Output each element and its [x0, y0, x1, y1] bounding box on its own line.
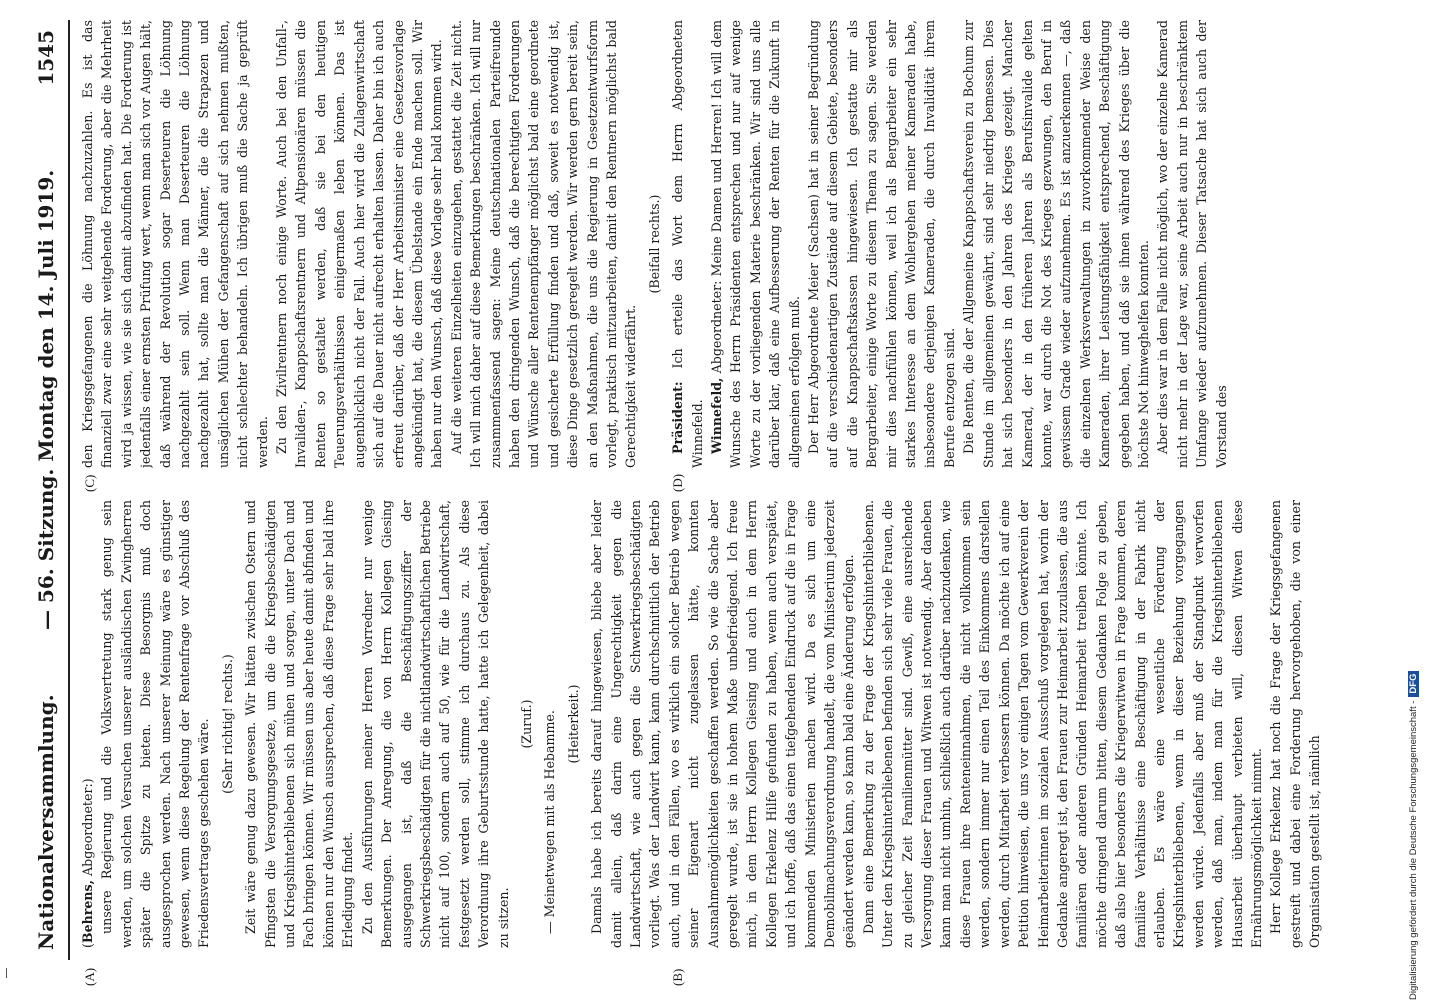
paragraph: — Meinetwegen mit als Hebamme.: [542, 710, 558, 934]
margin-marker-a: (A): [82, 967, 97, 986]
speaker-name: Winnefeld,: [709, 377, 724, 454]
digitization-credit: [1406, 20, 1428, 1000]
funding-note: Digitalisierung gefördert durch die Deutsche Forschungsgemeinschaft -: [1408, 700, 1419, 1000]
right-text-column: [78, 20, 1348, 468]
speaker-role: Abgeordneter:): [80, 778, 95, 876]
interjection: (Zuruf.): [518, 699, 534, 749]
paragraph: den Kriegsgefangenen die Löhnung nachzuzahlen. Es ist das finanziell zwar eine sehr weitgehende Forderung, aber die Mehrheit wird ja wissen, wie sie sich damit abzufinden hat. Die Forderung ist jedenfalls einer ernsten Prüfung wert, wenn man sich vor Augen hält, daß während der Revolution sogar Deserteuren die Löhnung nachgezahlt sein soll. Wenn man Deserteuren die Löhnung nachgezahlt hat, sollte man die Männer, die die Strapazen und unsäglichen Mühen der Gefangenschaft auf sich nehmen mußten, nicht schlechter behandeln. Ich übrigen muß die Sache ja geprüft werden.: [80, 20, 270, 468]
president-label: Präsident:: [670, 381, 686, 454]
speaker-name: Behrens,: [80, 879, 95, 944]
paragraph: Die Renten, die der Allgemeine Knappschaftsverein zu Bochum zur Stunde im allgemeinen gewährt, sind sehr niedrig bemessen. Dies hat sich besonders in den Jahren des Krieges gezeigt. Mancher Kamerad, der in den früheren Jahren als Berufsinvalide gelten konnte, war durch die Not des Krieges gezwungen, den Beruf in gewissem Grade wieder aufzunehmen. Es ist anzuerkennen —, daß die einzelnen Werksverwaltungen in zuvorkommender Weise den Kameraden, ihrer Leistungsfähigkeit entsprechend, Beschäftigung gegeben haben, und daß sie ihnen während des Krieges über die höchste Not hinweghelfen konnten.: [961, 20, 1151, 468]
left-text-column: (Behrens, Abgeordneter:) unsere Regierung und die Volksvertretung stark genug sein werden, um solchen Versuchen unserer ausländischen Zwingherren später die Spitze zu bieten. Diese Besorgnis muß doch ausgesprochen werden. Nach unserer Meinung wäre es günstiger gewesen, wenn diese Regelung der Rentenfrage vor Abschluß des Friedensvertrages geschehen wäre. (Sehr richtig! rechts.) Zeit wäre genug dazu gewesen. Wir hätten zwischen Ostern und Pfingsten die Versorgungsgesetze, um die die Kriegsbeschädigten und Kriegshinterbliebenen sich mühen und sorgen, unter Dach und Fach bringen können. Wir müssen uns aber heute damit abfinden und können nur den Wunsch aussprechen, daß diese Frage sehr bald ihre Erledigung findet. Zu den Ausführungen meiner Herren Vorredner nur wenige Bemerkungen. Der Anregung, die von Herrn Kollegen Giesing ausgegangen ist, daß die Beschäftigungsziffer der Schwerkriegsbeschädigten für die nichtlandwirtschaftlichen Betriebe nicht auf 100, sondern auch auf 50, wie für die Landwirtschaft, festgesetzt werden soll, stimme ich durchaus zu. Als diese Verordnung ihre Geburtsstunde hatte, hatte ich Gelegenheit, dabei zu sitzen. (Zuruf.) — Meinetwegen mit als Hebamme. (Heiterkeit.) Damals habe ich bereits darauf hingewiesen, bliebe aber leider damit allein, daß darin eine Ungerechtigkeit gegen die Landwirtschaft, wie auch gegen die Schwerkriegsbeschädigten vorliegt. Was der Landwirt kann, kann durchschnittlich der Betrieb auch, und in den Fällen, wo es wirklich ein solcher Betrieb wegen seiner Eigenart nicht zugelassen hätte, konnten Ausnahmemöglichkeiten geschaffen werden. So wie die Sache aber geregelt wurde, ist sie in hohem Maße unbefriedigend. Ich freue mich, in dem Herrn Kollegen Giesing und auch in dem Herrn Kollegen Erkelenz Hilfe gefunden zu haben, wenn auch verspätet, und ich hoffe, daß das einen tiefgehenden Eindruck auf die in Frage kommenden Ministerien machen wird. Da es sich um eine Demobilmachungsverordnung handelt, die vom Ministerium jederzeit geändert werden kann, so kann bald eine Änderung erfolgen. Dann eine Bemerkung zu der Frage der Kriegshinterbliebenen. Unter den Kriegshinterbliebenen befinden sich sehr viele Frauen, die zu gleicher Zeit Familienmütter sind. Gewiß, eine ausreichende Versorgung dieser Frauen und Witwen ist notwendig. Aber daneben kann man nicht umhin, schließlich auch darüber nachzudenken, wie diese Frauen ihre Renteneinnahmen, die nicht vollkommen sein werden, sondern immer nur einen Teil des Einkommens darstellen werden, durch Mitarbeit verbessern können. Da möchte ich auf eine Petition hinweisen, die uns vor einigen Tagen vom Gewerkverein der Heimarbeiterinnen im sozialen Ausschuß vorgelegen hat, worin der Gedanke angeregt ist, den Frauen zur Heimarbeit zuzulassen, die aus familiären oder anderen Gründen Heimarbeit treiben könnte. Ich möchte dringend darum bitten, diesem Gedanken Folge zu geben, daß also hier besonders die Kriegerwitwen in Frage kommen, deren familiäre Verhältnisse eine Beschäftigung in der Fabrik nicht erlauben. Es wäre eine wesentliche Förderung der Kriegshinterbliebenen, wenn in dieser Beziehung vorgegangen werden würde. Jedenfalls aber muß der Standpunkt verworfen werden, daß man, indem man für die Kriegshinterbliebenen Hausarbeit überhaupt verbieten will, diesen Witwen diese Ernährungsmöglichkeit nimmt. Herr Kollege Erkelenz hat noch die Frage der Kriegsgefangenen gestreift und dabei eine Forderung hervorgehoben, die von einer Organisation gestellt ist, nämlich: [78, 500, 1348, 948]
header-session-date: — 56. Sitzung. Montag den 14. Juli 1919.: [34, 169, 58, 630]
paragraph: unsere Regierung und die Volksvertretung stark genug sein werden, um solchen Versuchen unserer ausländischen Zwingherren später die Spitze zu bieten. Diese Besorgnis muß doch ausgesprochen werden. Nach unserer Meinung wäre es günstiger gewesen, wenn diese Regelung der Rentenfrage vor Abschluß des Friedensvertrages geschehen wäre.: [99, 500, 212, 948]
paragraph: Zu den Ausführungen meiner Herren Vorredner nur wenige Bemerkungen. Der Anregung, die von Herrn Kollegen Giesing ausgegangen ist, daß die Beschäftigungsziffer der Schwerkriegsbeschädigten für die nichtlandwirtschaftlichen Betriebe nicht auf 100, sondern auch auf 50, wie für die Landwirtschaft, festgesetzt werden soll, stimme ich durchaus zu. Als diese Verordnung ihre Geburtsstunde hatte, hatte ich Gelegenheit, dabei zu sitzen.: [359, 500, 511, 948]
paragraph: Dann eine Bemerkung zu der Frage der Kriegshinterbliebenen. Unter den Kriegshinterbliebenen befinden sich sehr viele Frauen, die zu gleicher Zeit Familienmütter sind. Gewiß, eine ausreichende Versorgung dieser Frauen und Witwen ist notwendig. Aber daneben kann man nicht umhin, schließlich auch darüber nachzudenken, wie diese Frauen ihre Renteneinnahmen, die nicht vollkommen sein werden, sondern immer nur einen Teil des Einkommens darstellen werden, durch Mitarbeit verbessern können. Da möchte ich auf eine Petition hinweisen, die uns vor einigen Tagen vom Gewerkverein der Heimarbeiterinnen im sozialen Ausschuß vorgelegen hat, worin der Gedanke angeregt ist, den Frauen zur Heimarbeit zuzulassen, die aus familiären oder anderen Gründen Heimarbeit treiben könnte. Ich möchte dringend darum bitten, diesem Gedanken Folge zu geben, daß also hier besonders die Kriegerwitwen in Frage kommen, deren familiäre Verhältnisse eine Beschäftigung in der Fabrik nicht erlauben. Es wäre eine wesentliche Förderung der Kriegshinterbliebenen, wenn in dieser Beziehung vorgegangen werden würde. Jedenfalls aber muß der Standpunkt verworfen werden, daß man, indem man für die Kriegshinterbliebenen Hausarbeit überhaupt verbieten will, diesen Witwen diese Ernährungsmöglichkeit nimmt.: [860, 500, 1264, 948]
interjection: (Beifall rechts.): [646, 194, 662, 294]
paragraph: Herr Kollege Erkelenz hat noch die Frage der Kriegsgefangenen gestreift und dabei eine Forderung hervorgehoben, die von einer Organisation gestellt ist, nämlich: [1268, 500, 1323, 948]
interjection: (Sehr richtig! rechts.): [219, 654, 235, 794]
paragraph: Zu den Zivilrentnern noch einige Worte. Auch bei den Unfall-, Invaliden-, Knappschaftsrentnern und Altpensionären müssen die Renten so gestaltet werden, daß sie bei den heutigen Teuerungsverhältnissen einigermaßen leben können. Das ist augenblicklich nicht der Fall. Auch hier wird die Zulagenwirtschaft sich auf die Dauer nicht aufrecht erhalten lassen. Daher bin ich auch erfreut darüber, daß der Herr Arbeitsminister eine Gesetzesvorlage angekündigt hat, die diesem Übelstande ein Ende machen soll. Wir haben nur den Wunsch, daß diese Vorlage sehr bald kommen wird.: [274, 20, 445, 468]
dfg-logo: DFG: [1408, 671, 1419, 697]
margin-marker-d: (D): [670, 473, 685, 492]
paragraph: Meine Damen und Herren! Ich will dem Wunsche des Herrn Präsidenten entsprechen und nur auf wenige Worte zu der vorliegenden Materie beschränken. Wir sind uns alle darüber klar, daß eine Aufbesserung der Renten für die Zukunft in allgemeinen erfolgen muß.: [709, 20, 802, 468]
interjection: (Heiterkeit.): [565, 684, 581, 764]
header-assembly-title: Nationalversammlung.: [34, 694, 58, 950]
page-number: 1545: [34, 30, 58, 86]
margin-marker-c: (C): [82, 474, 97, 492]
margin-marker-b: (B): [670, 968, 685, 986]
paragraph: Aber dies war in dem Falle nicht möglich, wo der einzelne Kamerad nicht mehr in der Lage war, seine Arbeit auch nur in beschränktem Umfange wieder aufzunehmen. Dieser Tatsache hat sich auch der Vorstand des: [1155, 20, 1229, 468]
paragraph: Zeit wäre genug dazu gewesen. Wir hätten zwischen Ostern und Pfingsten die Versorgungsgesetze, um die die Kriegsbeschädigten und Kriegshinterbliebenen sich mühen und sorgen, unter Dach und Fach bringen können. Wir müssen uns aber heute damit abfinden und können nur den Wunsch aussprechen, daß diese Frage sehr bald ihre Erledigung findet.: [243, 500, 356, 948]
paragraph: Damals habe ich bereits darauf hingewiesen, bliebe aber leider damit allein, daß darin eine Ungerechtigkeit gegen die Landwirtschaft, wie auch gegen die Schwerkriegsbeschädigten vorliegt. Was der Landwirt kann, kann durchschnittlich der Betrieb auch, und in den Fällen, wo es wirklich ein solcher Betrieb wegen seiner Eigenart nicht zugelassen hätte, konnten Ausnahmemöglichkeiten geschaffen werden. So wie die Sache aber geregelt wurde, ist sie in hohem Maße unbefriedigend. Ich freue mich, in dem Herrn Kollegen Giesing und auch in dem Herrn Kollegen Erkelenz Hilfe gefunden zu haben, wenn auch verspätet, und ich hoffe, daß das einen tiefgehenden Eindruck auf die in Frage kommenden Ministerien machen wird. Da es sich um eine Demobilmachungsverordnung handelt, die vom Ministerium jederzeit geändert werden kann, so kann bald eine Änderung erfolgen.: [589, 500, 857, 948]
paragraph: Der Herr Abgeordnete Meier (Sachsen) hat in seiner Begründung auf die verschiedenartigen Zustände auf diesem Gebiete, besonders auf die Knappschaftskassen hingewiesen. Ich gestatte mir als Bergarbeiter, einige Worte zu diesem Thema zu sagen. Sie werden mir dies nachfühlen können, weil ich als Bergarbeiter ein sehr starkes Interesse an dem Wohlergehen meiner Kameraden habe, insbesondere derjenigen Kameraden, die durch Invalidität ihrem Berufe entzogen sind.: [806, 20, 957, 468]
page-header: [28, 20, 70, 960]
paragraph: Auf die weiteren Einzelheiten einzugehen, gestattet die Zeit nicht. Ich will mich daher auf diese Bemerkungen beschränken. Ich will nur zusammenfassend sagen: Meine deutschnationalen Parteifreunde haben den dringenden Wunsch, daß die berechtigten Forderungen und Wünsche aller Rentenempfänger möglichst bald eine geordnete und gesicherte Erfüllung finden und daß, soweit es notwendig ist, diese Dinge gesetzlich geregelt werden. Wir werden gern bereit sein, an den Maßnahmen, die uns die Regierung in Gesetzentwurfsform vorlegt, praktisch mitzuarbeiten, damit den Rentnern möglichst bald Gerechtigkeit widerfährt.: [448, 20, 639, 468]
rotated-protocol-page: [20, 0, 1365, 1000]
speaker-role: Abgeordneter:: [709, 280, 724, 374]
scan-edge-mark: [6, 968, 7, 978]
paragraph: Ich erteile das Wort dem Herrn Abgeordneten Winnefeld.: [670, 20, 705, 468]
